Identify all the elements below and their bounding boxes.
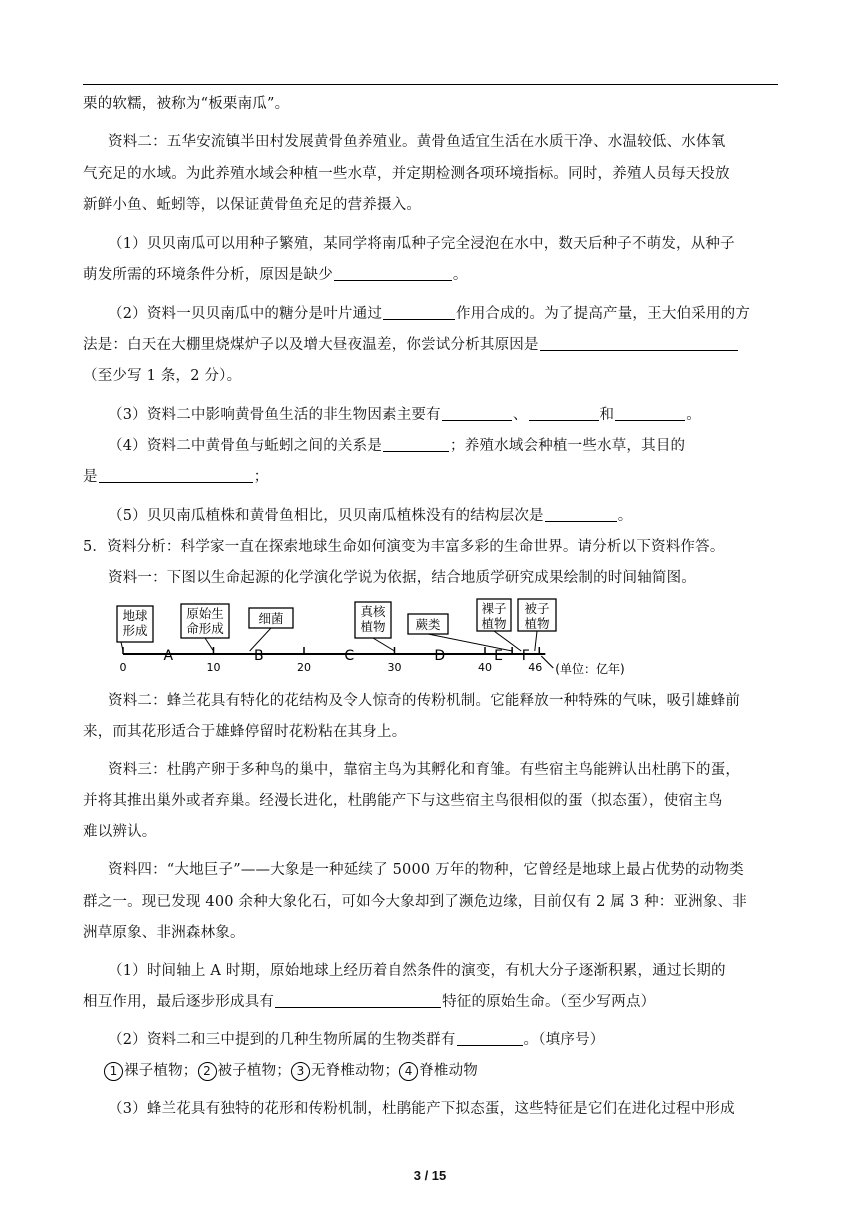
timeline-segment-label: B bbox=[253, 648, 264, 664]
option-text: 脊椎动物 bbox=[419, 1063, 479, 1079]
paragraph-line: 栗的软糯，被称为“板栗南瓜”。 bbox=[83, 96, 290, 112]
problem-5-title: 5．资料分析：科学家一直在探索地球生命如何演变为丰富多彩的生命世界。请分析以下资料作答。 bbox=[83, 539, 725, 555]
timeline-tick-label: 46 bbox=[528, 661, 543, 674]
answer-blank[interactable] bbox=[275, 992, 441, 1008]
timeline-tick-label: 20 bbox=[297, 661, 311, 674]
answer-blank[interactable] bbox=[383, 436, 449, 452]
material-two-line: 气充足的水域。为此养殖水域会种植一些水草，并定期检测各项环境指标。同时，养殖人员每天投放 bbox=[83, 166, 730, 182]
option-number: 4 bbox=[399, 1062, 418, 1081]
material-four-line: 群之一。现已发现 400 余种大象化石，可如今大象却到了濒危边缘，目前仅有 2 属 3 种：亚洲象、非 bbox=[83, 894, 747, 910]
timeline-tick-label: 10 bbox=[206, 661, 221, 674]
timeline-tick-label: 40 bbox=[478, 661, 492, 674]
timeline-segment-label: E bbox=[494, 648, 504, 664]
option-text: 裸子植物； bbox=[124, 1063, 198, 1079]
material-three-line: 难以辨认。 bbox=[83, 824, 157, 840]
timeline-event-label: 植物 bbox=[360, 619, 386, 634]
timeline-event-label: 裸子 bbox=[481, 601, 507, 616]
timeline-pointer bbox=[205, 638, 214, 651]
timeline-tick-label: 0 bbox=[119, 661, 127, 674]
material-two-line: 资料二：蜂兰花具有特化的花结构及令人惊奇的传粉机制。它能释放一种特殊的气味，吸引雄蜂前 bbox=[108, 693, 741, 709]
question-3-line: （3）资料二中影响黄骨鱼生活的非生物因素主要有 、 和 。 bbox=[108, 407, 701, 423]
header-rule bbox=[83, 84, 778, 85]
material-four-line: 洲草原象、非洲森林象。 bbox=[83, 925, 245, 941]
answer-blank[interactable] bbox=[99, 467, 253, 483]
question-1-line: 萌发所需的环境条件分析，原因是缺少 。 bbox=[83, 267, 468, 283]
timeline-segment-label: D bbox=[434, 648, 446, 664]
timeline-figure bbox=[115, 596, 675, 686]
timeline-segment-label: A bbox=[163, 648, 174, 664]
page-number: 3 / 15 bbox=[413, 1168, 447, 1183]
answer-blank[interactable] bbox=[457, 1030, 523, 1046]
timeline-event-label: 形成 bbox=[122, 623, 148, 638]
timeline-event-label: 植物 bbox=[481, 616, 507, 631]
material-two-line: 新鲜小鱼、蚯蚓等，以保证黄骨鱼充足的营养摄入。 bbox=[83, 197, 422, 213]
timeline-event-label: 被子 bbox=[524, 601, 550, 616]
answer-blank[interactable] bbox=[545, 506, 617, 522]
option-number: 2 bbox=[198, 1062, 217, 1081]
timeline-tick-label: 30 bbox=[387, 661, 402, 674]
timeline-segment-label: C bbox=[344, 648, 355, 664]
answer-blank[interactable] bbox=[334, 265, 452, 281]
answer-blank[interactable] bbox=[529, 405, 599, 421]
option-text: 被子植物； bbox=[217, 1063, 291, 1079]
question-2-line: 法是：白天在大棚里烧煤炉子以及增大昼夜温差，你尝试分析其原因是 bbox=[83, 335, 783, 355]
timeline-pointer bbox=[373, 638, 395, 651]
timeline-event-label: 蕨类 bbox=[415, 617, 441, 632]
material-two-line: 资料二：五华安流镇半田村发展黄骨鱼养殖业。黄骨鱼适宜生活在水质干净、水温较低、水体氧 bbox=[108, 134, 726, 150]
question-4-line: 是 ； bbox=[83, 469, 269, 485]
answer-blank[interactable] bbox=[442, 405, 512, 421]
material-two-line: 来，而其花形适合于雄蜂停留时花粉粘在其身上。 bbox=[83, 724, 407, 740]
answer-blank[interactable] bbox=[615, 405, 685, 421]
option-number: 3 bbox=[291, 1062, 310, 1081]
question-4-line: （4）资料二中黄骨鱼与蚯蚓之间的关系是 ；养殖水域会种植一些水草，其目的 bbox=[108, 438, 686, 454]
answer-blank[interactable] bbox=[383, 304, 455, 320]
timeline-unit-pointer bbox=[541, 656, 553, 668]
material-four-line: 资料四：“大地巨子”——大象是一种延续了 5000 万年的物种，它曾经是地球上最占优势的动物类 bbox=[108, 862, 744, 878]
timeline-event-label: 命形成 bbox=[186, 621, 224, 636]
timeline-event-label: 真核 bbox=[360, 604, 386, 619]
timeline-event-label: 原始生 bbox=[186, 606, 224, 621]
material-three-line: 并将其推出巢外或者弃巢。经漫长进化，杜鹃能产下与这些宿主鸟很相似的蛋（拟态蛋），使宿主鸟 bbox=[83, 793, 723, 809]
answer-blank[interactable] bbox=[540, 335, 738, 351]
option-text: 无脊椎动物； bbox=[311, 1063, 400, 1079]
question-5-line: （5）贝贝南瓜植株和黄骨鱼相比，贝贝南瓜植株没有的结构层次是 。 bbox=[108, 508, 633, 524]
p5-question-1-line: 相互作用，最后逐步形成具有 特征的原始生命。（至少写两点） bbox=[83, 994, 656, 1010]
timeline-unit: (单位：亿年) bbox=[555, 662, 625, 676]
question-2-line: （2）资料一贝贝南瓜中的糖分是叶片通过 作用合成的。为了提高产量，王大伯采用的方 bbox=[108, 306, 751, 322]
question-2-line: （至少写 1 条，2 分）。 bbox=[83, 368, 242, 384]
option-number: 1 bbox=[104, 1062, 123, 1081]
p5-question-2-line: （2）资料二和三中提到的几种生物所属的生物类群有 。（填序号） bbox=[108, 1032, 605, 1048]
timeline-segment-label: F bbox=[521, 648, 530, 664]
material-one-line: 资料一：下图以生命起源的化学演化学说为依据，结合地质学研究成果绘制的时间轴简图。 bbox=[108, 570, 696, 586]
timeline-pointer bbox=[535, 631, 537, 651]
options-line bbox=[104, 1061, 804, 1081]
question-1-line: （1）贝贝南瓜可以用种子繁殖，某同学将南瓜种子完全浸泡在水中，数天后种子不萌发，从种子 bbox=[108, 236, 735, 252]
p5-question-3-line: （3）蜂兰花具有独特的花形和传粉机制，杜鹃能产下拟态蛋，这些特征是它们在进化过程中形成 bbox=[108, 1101, 735, 1117]
timeline-event-label: 细菌 bbox=[258, 611, 284, 626]
timeline-event-label: 植物 bbox=[524, 616, 550, 631]
p5-question-1-line: （1）时间轴上 A 时期，原始地球上经历着自然条件的演变，有机大分子逐渐积累，通过长期的 bbox=[108, 963, 726, 979]
timeline-event-label: 地球 bbox=[122, 608, 148, 623]
timeline-pointer bbox=[121, 642, 123, 651]
material-three-line: 资料三：杜鹃产卵于多种鸟的巢中，靠宿主鸟为其孵化和育雏。有些宿主鸟能辨认出杜鹃下的蛋， bbox=[108, 762, 741, 778]
